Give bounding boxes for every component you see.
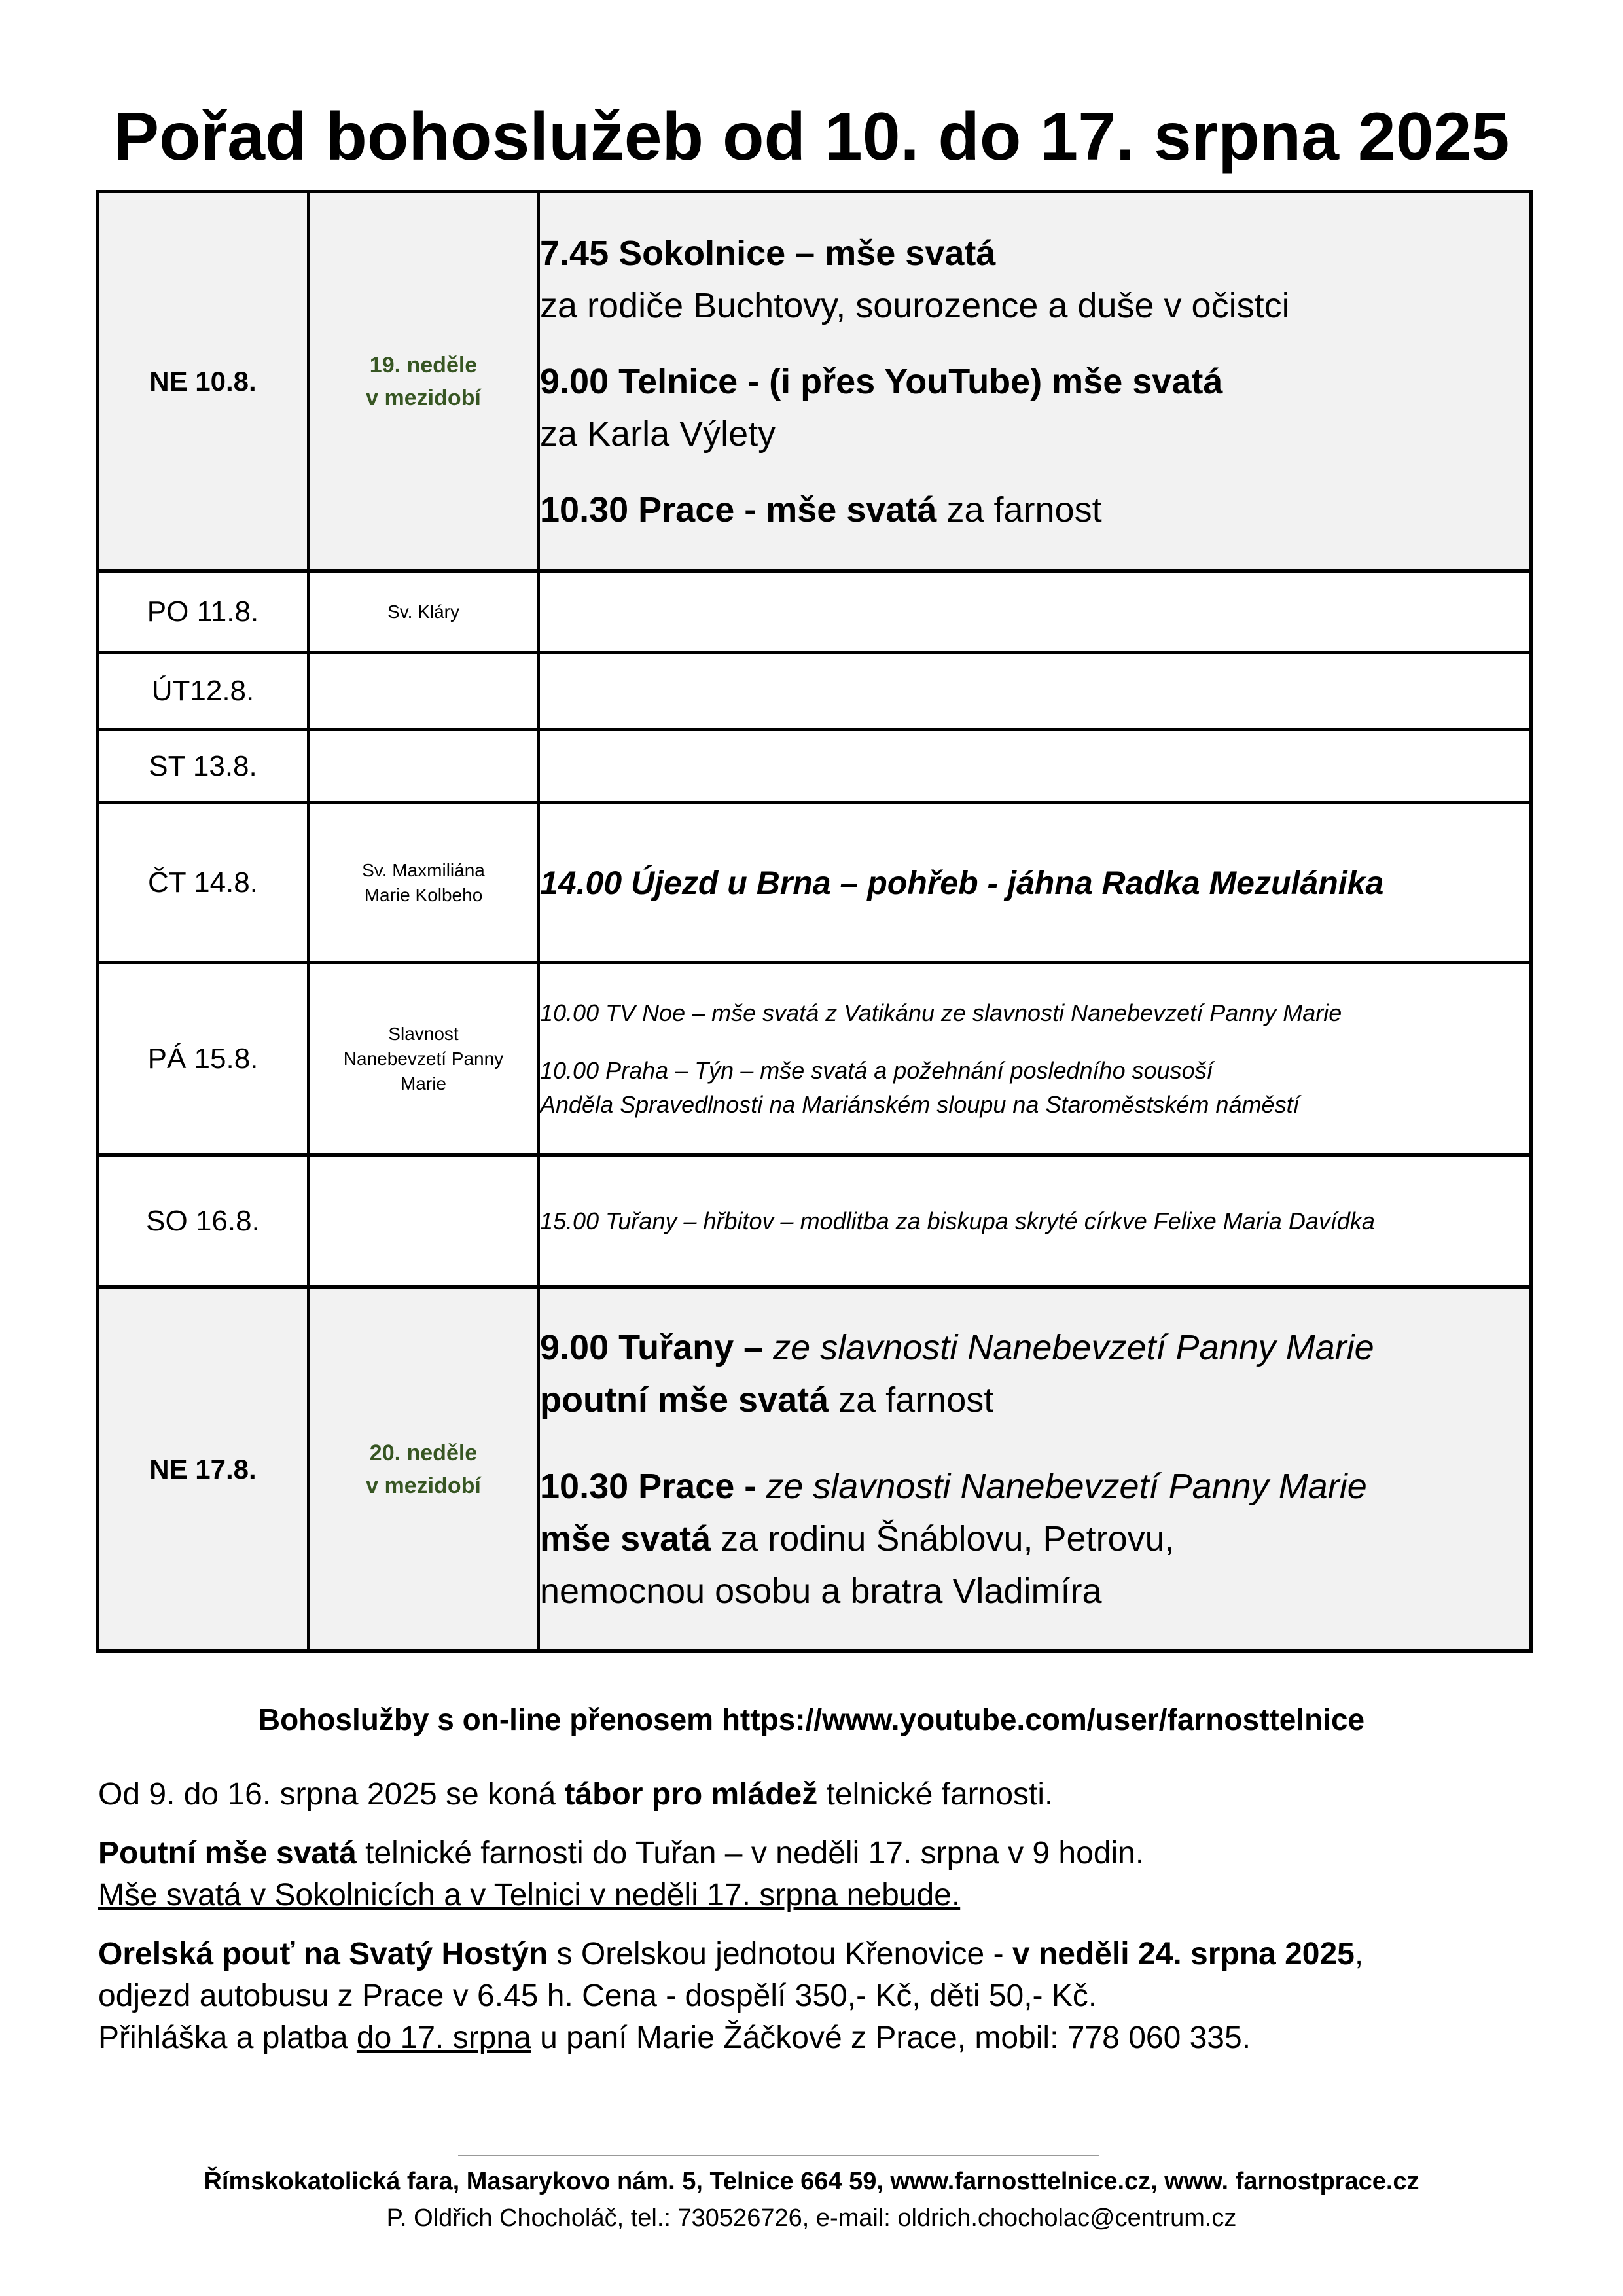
table-row [98, 730, 1531, 803]
feast-cell [309, 730, 539, 803]
text-underlined: Mše svatá v Sokolnicích a v Telnici v neděli 17. srpna nebude. [98, 1878, 961, 1912]
day-cell: ST 13.8. [98, 730, 309, 803]
footer-contact: P. Oldřich Chocholáč, tel.: 730526726, e-mail: oldrich.chocholac@centrum.cz [386, 2204, 1237, 2232]
event-intention: za rodinu Šnáblovu, Petrovu, [711, 1518, 1175, 1558]
program-cell [539, 803, 1531, 963]
online-broadcast-note: Bohoslužby s on-line přenosem https://www.youtube.com/user/farnosttelnice [258, 1702, 1365, 1736]
day-cell: SO 16.8. [98, 1155, 309, 1287]
text: Přihláška a platba [98, 2020, 357, 2055]
table-row [98, 653, 1531, 730]
event-feast-note: ze slavnosti Nanebevzetí Panny Marie [756, 1466, 1367, 1506]
program-cell [539, 192, 1531, 571]
text: telnické farnosti do Tuřan – v neděli 17. srpna v 9 hodin. [356, 1836, 1145, 1871]
feast-line: Nanebevzetí Panny [343, 1048, 504, 1069]
announcement [98, 1833, 1525, 1916]
feast-cell: Sv. Kláry [309, 571, 539, 653]
event-heading: 10.30 Prace - [540, 1466, 757, 1506]
text: Od 9. do 16. srpna 2025 se koná [98, 1777, 565, 1812]
feast-cell [309, 192, 539, 571]
feast-line: v mezidobí [366, 385, 481, 410]
feast-line: 19. neděle [369, 352, 478, 378]
day-cell: NE 17.8. [98, 1287, 309, 1651]
text: telnické farnosti. [817, 1777, 1054, 1812]
feast-line: v mezidobí [366, 1473, 481, 1498]
table-row [98, 1287, 1531, 1651]
day-cell: PÁ 15.8. [98, 963, 309, 1155]
feast-line: 20. neděle [369, 1440, 478, 1465]
text-bold: Poutní mše svatá [98, 1836, 357, 1871]
feast-line: Marie [400, 1073, 446, 1094]
day-cell: ÚT12.8. [98, 653, 309, 730]
text-bold: v neděli 24. srpna 2025 [1012, 1937, 1355, 1971]
event-intention: za rodiče Buchtovy, sourozence a duše v očistci [540, 285, 1290, 325]
footer-address: Římskokatolická fara, Masarykovo nám. 5, Telnice 664 59, www.farnosttelnice.cz, www. farnostprace.cz [204, 2168, 1419, 2195]
text-bold: Orelská pouť na Svatý Hostýn [98, 1937, 548, 1971]
event-heading: 10.30 Prace - mše svatá [540, 490, 937, 529]
program-cell [539, 730, 1531, 803]
text-underlined: do 17. srpna [356, 2020, 531, 2055]
event-line [540, 484, 1529, 536]
footer [0, 2163, 1623, 2236]
feast-cell [309, 1155, 539, 1287]
event-intention: za Karla Výlety [540, 414, 776, 454]
program-cell [539, 571, 1531, 653]
event-heading: 9.00 Tuřany – [540, 1327, 764, 1367]
feast-cell [309, 803, 539, 963]
feast-cell [309, 1287, 539, 1651]
event-feast-note: ze slavnosti Nanebevzetí Panny Marie [763, 1327, 1374, 1367]
announcements [98, 1774, 1525, 2076]
table-row [98, 803, 1531, 963]
event-line: 15.00 Tuřany – hřbitov – modlitba za biskupa skryté církve Felixe Maria Davídka [540, 1207, 1375, 1234]
feast-line: Sv. Maxmiliána [362, 859, 485, 880]
program-cell [539, 653, 1531, 730]
program-cell [539, 963, 1531, 1155]
text: odjezd autobusu z Prace v 6.45 h. Cena - dospělí 350,- Kč, děti 50,- Kč. [98, 1979, 1097, 2013]
feast-cell [309, 653, 539, 730]
event-line: 10.00 Praha – Týn – mše svatá a požehnání posledního sousoší [540, 1056, 1213, 1084]
day-cell: ČT 14.8. [98, 803, 309, 963]
feast-line: Slavnost [388, 1023, 459, 1044]
page-title: Pořad bohoslužeb od 10. do 17. srpna 2025 [113, 99, 1510, 175]
event-heading: poutní mše svatá [540, 1380, 829, 1420]
footer-divider [458, 2155, 1099, 2156]
feast-cell [309, 963, 539, 1155]
event-line [540, 1321, 1529, 1374]
event-intention: za farnost [829, 1380, 994, 1420]
table-row [98, 192, 1531, 571]
event-heading: 14.00 Újezd u Brna – pohřeb - jáhna Radka Mezulánika [540, 864, 1384, 901]
day-cell: PO 11.8. [98, 571, 309, 653]
event-line [540, 1513, 1529, 1565]
text: s Orelskou jednotou Křenovice - [548, 1937, 1012, 1971]
day-cell: NE 10.8. [98, 192, 309, 571]
table-row [98, 1155, 1531, 1287]
text-bold: tábor pro mládež [564, 1777, 818, 1812]
program-cell [539, 1287, 1531, 1651]
program-cell [539, 1155, 1531, 1287]
event-line: 10.00 TV Noe – mše svatá z Vatikánu ze slavnosti Nanebevzetí Panny Marie [540, 999, 1342, 1026]
event-line [540, 1374, 1529, 1426]
feast-line: Marie Kolbeho [364, 884, 483, 905]
event-line [540, 1460, 1529, 1513]
announcement [98, 1933, 1525, 2059]
event-heading: 9.00 Telnice - (i přes YouTube) mše svatá [540, 361, 1223, 401]
table-row [98, 963, 1531, 1155]
event-heading: 7.45 Sokolnice – mše svatá [540, 233, 996, 273]
table-row [98, 571, 1531, 653]
announcement [98, 1774, 1525, 1816]
event-line: Anděla Spravedlnosti na Mariánském sloupu na Staroměstském náměstí [540, 1090, 1300, 1118]
schedule-table [96, 190, 1533, 1653]
text: u paní Marie Žáčkové z Prace, mobil: 778 060 335. [531, 2020, 1251, 2055]
text: , [1354, 1937, 1364, 1971]
event-heading: mše svatá [540, 1518, 711, 1558]
event-intention: nemocnou osobu a bratra Vladimíra [540, 1571, 1102, 1611]
event-intention: za farnost [936, 490, 1102, 529]
